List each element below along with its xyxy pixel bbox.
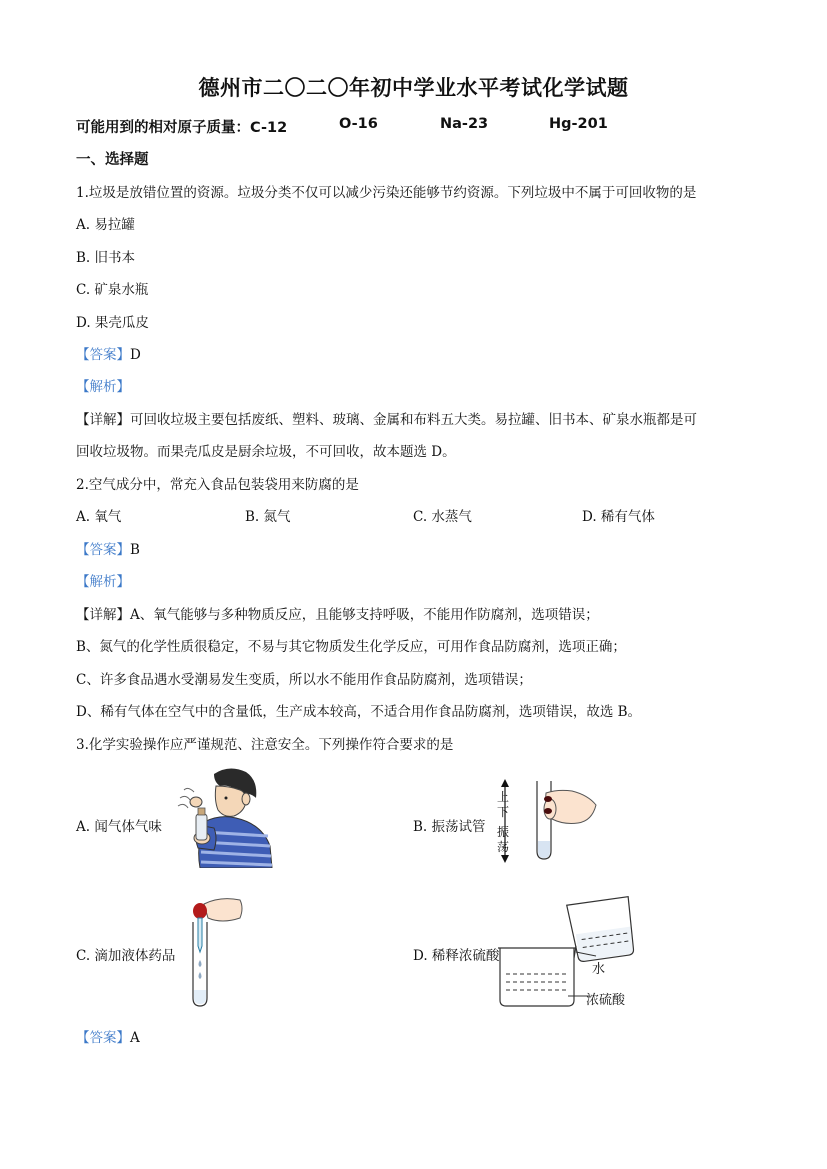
q1-detail-line2: 回收垃圾物。而果壳瓜皮是厨余垃圾，不可回收，故本题选 D。	[76, 444, 456, 460]
q1-detail-line1: 【详解】可回收垃圾主要包括废纸、塑料、玻璃、金属和布料五大类。易拉罐、旧书本、矿泉水瓶都是可	[76, 412, 697, 428]
label-dang: 荡	[497, 840, 510, 854]
q3-option-a: A. 闻气体气味	[76, 819, 162, 835]
q1-option-d: D. 果壳瓜皮	[76, 315, 149, 331]
q1-analysis-tag: 【解析】	[76, 379, 130, 395]
answer-tag: 【答案】	[76, 542, 130, 558]
q2-option-a: A. 氧气	[76, 509, 122, 525]
answer-tag: 【答案】	[76, 347, 130, 363]
label-xia: 下	[497, 805, 510, 819]
q2-detail-line3: C、许多食品遇水受潮易发生变质，所以水不能用作食品防腐剂，选项错误；	[76, 672, 532, 688]
label-zhen: 振	[497, 825, 510, 839]
q1-option-b: B. 旧书本	[76, 250, 136, 266]
answer-value: D	[130, 347, 141, 363]
page-title: 德州市二〇二〇年初中学业水平考试化学试题	[198, 76, 629, 100]
q2-option-c: C. 水蒸气	[413, 509, 472, 525]
atomic-mass-label: 可能用到的相对原子质量：C-12	[76, 120, 288, 136]
section-title: 一、选择题	[76, 152, 149, 168]
smelling-gas-figure	[174, 766, 274, 868]
q2-option-d: D. 稀有气体	[582, 509, 655, 525]
atomic-mass-o: O-16	[339, 116, 378, 132]
q2-detail-line1: 【详解】A、氧气能够与多种物质反应，且能够支持呼吸，不能用作防腐剂，选项错误；	[76, 607, 599, 623]
label-acid: 浓硫酸	[586, 993, 626, 1008]
q1-option-c: C. 矿泉水瓶	[76, 282, 149, 298]
q1-answer	[76, 343, 141, 363]
answer-value: A	[130, 1030, 140, 1046]
q1-option-a: A. 易拉罐	[76, 217, 135, 233]
q2-detail-line4: D、稀有气体在空气中的含量低，生产成本较高，不适合用作食品防腐剂，选项错误，故选 B。	[76, 704, 642, 720]
q2-option-b: B. 氮气	[245, 509, 291, 525]
label-shang: 上	[497, 790, 510, 804]
q2-analysis-tag: 【解析】	[76, 574, 130, 590]
answer-tag: 【答案】	[76, 1030, 130, 1046]
q2-stem: 2.空气成分中，常充入食品包装袋用来防腐的是	[76, 477, 359, 493]
q3-option-b: B. 振荡试管	[413, 819, 486, 835]
q3-option-c: C. 滴加液体药品	[76, 948, 176, 964]
q3-option-d: D. 稀释浓硫酸	[413, 948, 500, 964]
q1-stem: 1.垃圾是放错位置的资源。垃圾分类不仅可以减少污染还能够节约资源。下列垃圾中不属于可回收物的是	[76, 185, 697, 201]
q3-stem: 3.化学实验操作应严谨规范、注意安全。下列操作符合要求的是	[76, 737, 454, 753]
q3-answer	[76, 1026, 140, 1046]
atomic-mass-hg: Hg-201	[549, 116, 608, 132]
q2-answer	[76, 538, 140, 558]
q2-detail-line2: B、氮气的化学性质很稳定，不易与其它物质发生化学反应，可用作食品防腐剂，选项正确；	[76, 639, 626, 655]
dropper-figure	[184, 894, 246, 1010]
atomic-mass-na: Na-23	[440, 116, 489, 132]
label-water: 水	[592, 962, 606, 977]
answer-value: B	[130, 542, 140, 558]
